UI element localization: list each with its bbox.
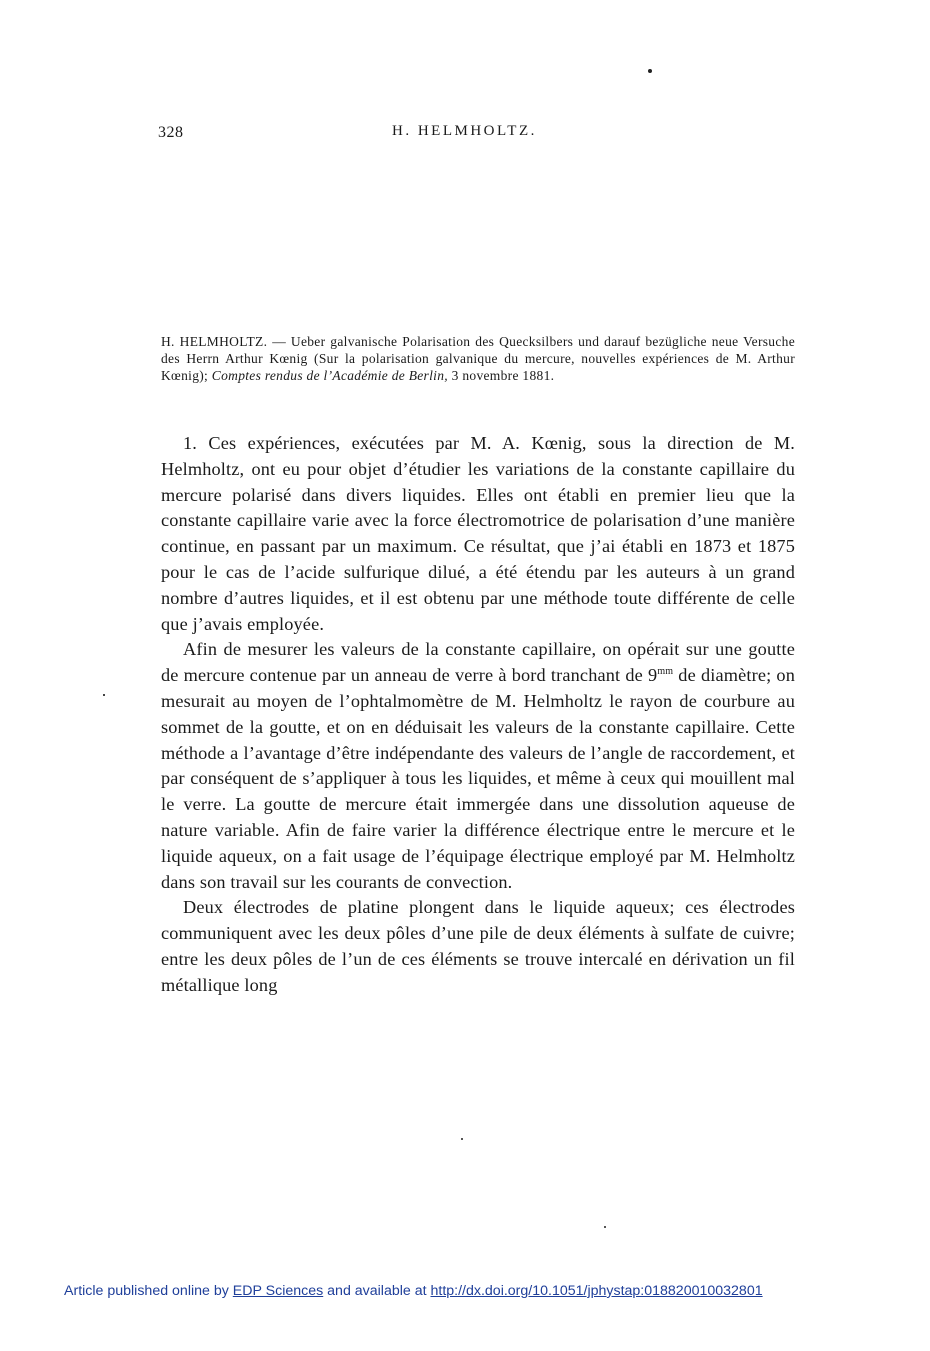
page-number: 328 bbox=[158, 124, 184, 141]
ink-speck bbox=[604, 1226, 606, 1228]
paragraph-3: Deux électrodes de platine plongent dans le liquide aqueux; ces électrodes communiquent avec les deux pôles d’une pile de deux éléments à sulfate de cuivre; entre les deux pôles de l’un de ces éléments se trouve intercalé en dérivation un fil métallique long bbox=[161, 897, 795, 995]
publisher-link[interactable]: EDP Sciences bbox=[232, 1283, 324, 1299]
ink-speck bbox=[648, 69, 652, 73]
reference-date: 3 novembre 1881. bbox=[451, 368, 555, 383]
running-title: H. HELMHOLTZ. bbox=[392, 123, 537, 139]
doi-link[interactable]: http://dx.doi.org/10.1051/jphystap:018820010032801 bbox=[430, 1283, 763, 1299]
article-body bbox=[161, 431, 795, 999]
footer-middle: and available at bbox=[323, 1283, 431, 1299]
bibliographic-reference bbox=[161, 333, 795, 384]
publication-footer bbox=[64, 1283, 763, 1299]
ink-speck bbox=[103, 694, 105, 696]
paragraph-1: 1. Ces expériences, exécutées par M. A. Kœnig, sous la direction de M. Helmholtz, ont eu pour objet d’étudier les variations de la constante capillaire du mercure polarisé dans divers liquides. Elles ont établi en premier lieu que la constante capillaire varie avec la force électromotrice de polarisation d’une manière continue, en passant par un maximum. Ce résultat, que j’ai établi en 1873 et 1875 pour le cas de l’acide sulfurique dilué, a été étendu par les auteurs à un grand nombre d’autres liquides, et il est obtenu par une méthode toute différente de celle que j’avais employée. bbox=[161, 433, 795, 634]
paragraph-2 bbox=[161, 637, 795, 895]
unit-superscript: mm bbox=[657, 666, 674, 678]
paragraph-2-rest: de diamètre; on mesurait au moyen de l’ophtalmomètre de M. Helmholtz le rayon de courbure au sommet de la goutte, et on en déduisait les valeurs de la constante capillaire. Cette méthode a l’avantage d’être indépendante des valeurs de l’angle de raccordement, et par conséquent de s’appliquer à tous les liquides, et même à ceux qui mouillent mal le verre. La goutte de mercure était immergée dans une dissolution aqueuse de nature variable. Afin de faire varier la différence électrique entre le mercure et le liquide aqueux, on a fait usage de l’équipage électrique employé par M. Helmholtz dans son travail sur les courants de convection. bbox=[161, 665, 795, 892]
ink-speck bbox=[461, 1138, 463, 1140]
footer-prefix: Article published online by bbox=[64, 1283, 233, 1299]
reference-journal: Comptes rendus de l’Académie de Berlin, bbox=[211, 368, 448, 383]
reference-text: H. HELMHOLTZ. — Ueber galvanische Polarisation des Quecksilbers und darauf bezügliche neue Versuche des Herrn Arthur Kœnig (Sur la polarisation galvanique du mercure, nouvelles expériences de M. Arthur Kœnig); bbox=[161, 334, 795, 383]
paragraph-2-start: Afin de mesurer les valeurs de la constante capillaire, on opérait sur une goutte de mercure contenue par un anneau de verre à bord tranchant de 9 bbox=[161, 639, 795, 686]
